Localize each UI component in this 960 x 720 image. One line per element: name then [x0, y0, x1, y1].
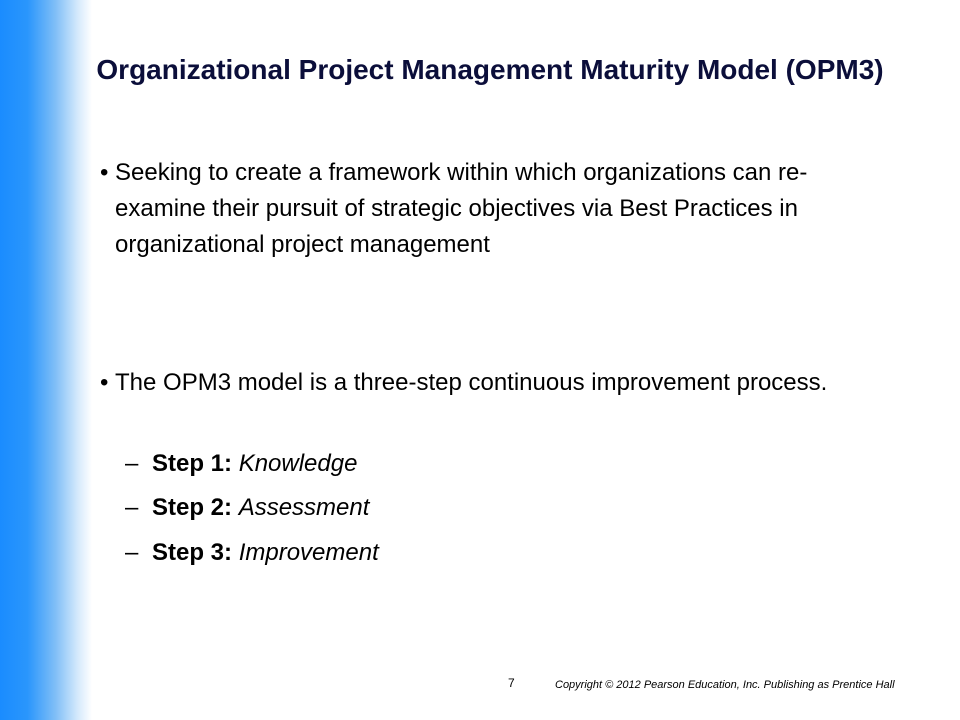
dash-icon: – — [125, 539, 139, 566]
step-value: Assessment — [238, 494, 370, 521]
slide-title: Organizational Project Management Maturity Model (OPM3) — [96, 54, 884, 85]
bullet-text: Seeking to create a framework within which organizations can re-examine their pursuit of strategic objectives via Best Practices in organizational project management — [115, 159, 808, 258]
dash-icon: – — [125, 450, 139, 477]
step-value: Improvement — [238, 539, 379, 566]
step-label: Step 3: — [152, 539, 233, 566]
step-item-2 — [125, 490, 825, 526]
bullet-dot-icon: • — [100, 159, 109, 186]
copyright-notice: Copyright © 2012 Pearson Education, Inc. Publishing as Prentice Hall — [555, 679, 895, 691]
bullet-text: The OPM3 model is a three-step continuous improvement process. — [115, 369, 828, 396]
left-gradient-bar — [0, 0, 92, 720]
page-number: 7 — [508, 676, 515, 690]
step-item-3 — [125, 535, 825, 571]
dash-icon: – — [125, 494, 139, 521]
bullet-dot-icon: • — [100, 369, 109, 396]
step-item-1 — [125, 446, 825, 482]
step-value: Knowledge — [238, 450, 358, 477]
step-label: Step 1: — [152, 450, 233, 477]
step-label: Step 2: — [152, 494, 233, 521]
